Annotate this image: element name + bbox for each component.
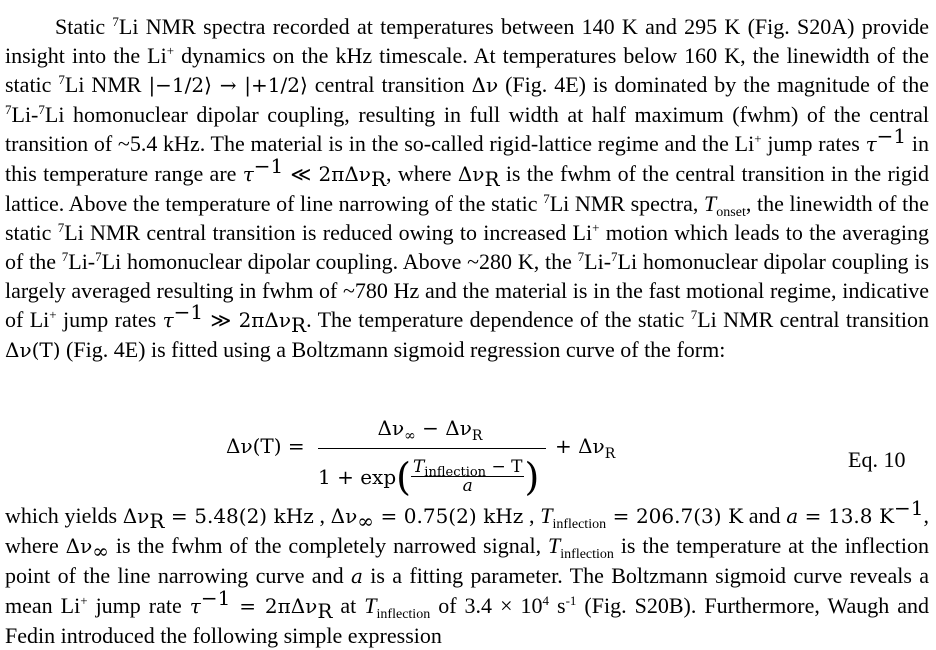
superscript: 7: [61, 249, 69, 264]
text-run: central transition: [307, 72, 472, 97]
subscript: inflection: [560, 547, 614, 562]
text-run: , where: [5, 503, 929, 558]
math-delta-nu: Δν: [330, 504, 358, 528]
left-paren: (: [396, 455, 411, 499]
math-a: a: [350, 564, 363, 588]
math-delta-nu: Δν: [471, 73, 499, 97]
equation-10: [0, 414, 936, 498]
subscript: ∞: [357, 509, 374, 533]
math-tau: τ: [242, 162, 254, 186]
superscript: 7: [95, 249, 102, 264]
math-inequality: ≪ 2πΔν: [283, 162, 371, 186]
superscript: 7: [58, 72, 65, 87]
superscript: 7: [577, 249, 585, 264]
subscript: R: [149, 509, 165, 533]
superscript: +: [166, 43, 175, 58]
math-tau: τ: [189, 594, 201, 618]
superscript: −1: [894, 496, 924, 520]
superscript: -1: [565, 593, 577, 608]
equation-label: Eq. 10: [848, 447, 906, 472]
text-run: Li NMR: [64, 72, 149, 97]
superscript: −1: [200, 586, 231, 610]
math-transition: |−1/2⟩ → |+1/2⟩: [148, 73, 308, 97]
subscript: R: [370, 167, 387, 191]
eq-plus-text: + Δν: [555, 434, 605, 458]
text-run: of 3.4 × 10: [430, 593, 543, 618]
equation-denominator: [318, 454, 539, 497]
text-run: dynamics on the kHz timescale. At temperatures below 160 K, the linewidth of the static: [5, 43, 929, 97]
equation-lhs: Δν(T) =: [226, 434, 305, 458]
math-equality: = 2πΔν: [230, 594, 318, 618]
fraction-bar: [318, 448, 546, 449]
text-run: ,: [523, 503, 541, 528]
text-run: is the fwhm of the central transition in the rigid lattice. Above the temperature of line narrowing of the static: [5, 161, 929, 216]
math-value: = 0.75(2) kHz: [373, 504, 524, 528]
subscript: R: [484, 167, 500, 191]
subscript: inflection: [424, 465, 487, 480]
inner-denominator: a: [462, 476, 473, 496]
subscript: ∞: [404, 428, 416, 444]
text-run: (Fig. S20B). Furthermore, Waugh and Fedin introduced the following simple expression: [5, 593, 929, 648]
text-run: is the fwhm of the completely narrowed signal,: [108, 533, 549, 558]
text-run: jump rates: [56, 307, 163, 332]
superscript: 7: [57, 220, 65, 235]
text-run: at: [332, 593, 365, 618]
right-paren: ): [524, 455, 540, 499]
superscript: 7: [611, 249, 618, 264]
text-run: jump rate: [87, 593, 190, 618]
superscript: 7: [5, 102, 12, 117]
inner-numerator: [411, 457, 525, 480]
math-delta-nu: Δν: [122, 504, 150, 528]
math-tau: τ: [865, 132, 877, 156]
math-delta-nu: Δν: [65, 534, 93, 558]
text-run: (Fig. 4E) is dominated by the magnitude of the: [498, 72, 929, 97]
superscript: −1: [253, 154, 284, 178]
text-run: , the linewidth of the static: [5, 191, 930, 245]
paragraph-static-li-nmr: [5, 12, 929, 365]
eq-den-prefix: 1 + exp: [318, 465, 397, 489]
text-run: . The temperature dependence of the static: [306, 307, 691, 332]
math-inequality: ≫ 2πΔν: [203, 308, 292, 332]
eq-num-a: Δν: [377, 416, 405, 440]
text-run: and: [743, 503, 787, 528]
math-tau: τ: [162, 308, 174, 332]
subscript: R: [317, 599, 333, 623]
subscript: R: [471, 428, 483, 444]
superscript: +: [80, 593, 88, 608]
text-run: (Fig. 4E) is fitted using a Boltzmann sigmoid regression curve of the form:: [60, 337, 726, 362]
subscript: onset: [716, 205, 746, 220]
text-run: Static: [55, 14, 113, 39]
subscript: R: [604, 446, 616, 462]
math-delta-nu-T: Δν(T): [5, 338, 61, 362]
eq-num-mid: − Δν: [415, 416, 472, 440]
text-run: Li homonuclear dipolar coupling, resulting in full width at half maximum (fwhm) of the central transition of ~5.4 kHz. The material is in the so-called rigid-lattice regime and the Li: [5, 102, 929, 156]
inner-fraction: [411, 458, 525, 495]
text-run: Li NMR central transition is reduced owing to increased Li: [64, 220, 593, 245]
text-run: is the temperature at the inflection point of the line narrowing curve and: [5, 533, 929, 588]
text-run: Li-: [584, 249, 612, 274]
equation-plus-term: [555, 432, 615, 461]
text-run: is a fitting parameter. The Boltzmann sigmoid curve reveals a mean Li: [5, 563, 929, 618]
italic-T: T: [412, 457, 425, 477]
math-a: a: [786, 504, 799, 528]
text-run: in this temperature range are: [5, 131, 929, 186]
superscript: +: [592, 220, 600, 235]
math-value: = 13.8 K: [798, 504, 895, 528]
equation-numerator: [318, 414, 542, 443]
italic-T: T: [364, 593, 377, 618]
text-run: Li NMR spectra recorded at temperatures between 140 K and 295 K (Fig. S20A) provide insight into the Li: [5, 14, 929, 68]
text-run: Li-: [68, 249, 96, 274]
italic-T: T: [548, 533, 561, 558]
superscript: 7: [112, 14, 119, 29]
superscript: −1: [876, 124, 907, 148]
subscript: ∞: [92, 539, 109, 563]
text-run: Li-: [11, 102, 39, 127]
text-run: motion which leads to the averaging of the: [5, 220, 929, 274]
subscript: inflection: [376, 607, 431, 622]
text-run: Li homonuclear dipolar coupling. Above ~280 K, the: [101, 249, 578, 274]
text-run: ,: [313, 503, 331, 528]
inner-rest: − T: [486, 457, 523, 477]
superscript: 7: [690, 307, 698, 322]
superscript: +: [49, 307, 57, 322]
text-run: s: [549, 593, 566, 618]
paragraph-fit-results: [5, 496, 929, 650]
text-run: Li homonuclear dipolar coupling is largely averaged resulting in fwhm of ~780 Hz and the material is in the fast motional regime, indicative of Li: [5, 249, 929, 332]
text-run: Li NMR central transition: [697, 307, 929, 332]
superscript: 7: [38, 102, 45, 117]
superscript: +: [754, 131, 762, 146]
math-value: = 5.48(2) kHz: [164, 504, 314, 528]
math-delta-nu: Δν: [457, 162, 485, 186]
superscript: 7: [543, 191, 550, 206]
superscript: −1: [173, 300, 204, 324]
text-run: jump rates: [761, 131, 866, 156]
text-run: , where: [386, 161, 458, 186]
italic-T: T: [540, 503, 553, 528]
subscript: inflection: [552, 517, 607, 532]
math-value: = 206.7(3) K: [606, 504, 744, 528]
subscript: R: [291, 313, 307, 337]
text-run: Li NMR spectra,: [549, 191, 705, 216]
text-run: which yields: [5, 503, 123, 528]
italic-T: T: [704, 191, 717, 216]
superscript: 4: [542, 593, 549, 608]
